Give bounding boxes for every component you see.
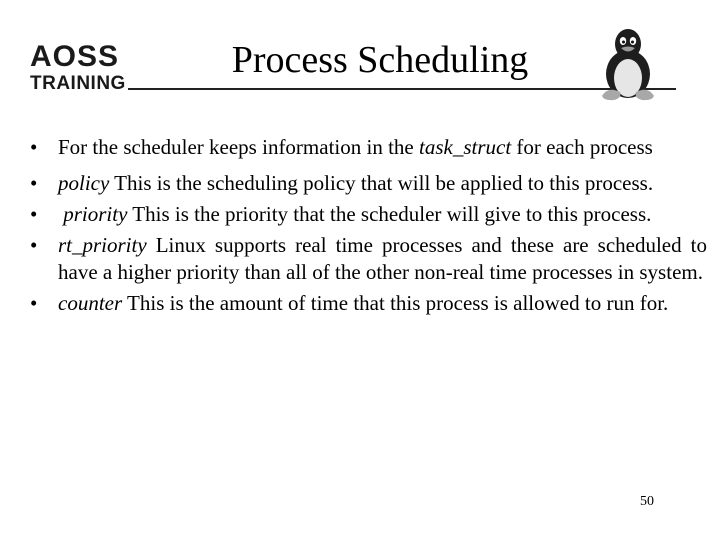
page-number: 50 <box>640 494 654 509</box>
term: policy <box>58 171 110 195</box>
bullet-marker: • <box>30 171 38 195</box>
bullet-marker: • <box>30 233 38 257</box>
bullet-item: • rt_priority Linux supports real time processes and these are scheduled to have a higher priority than all of the other non-real time processes in system. <box>30 233 707 284</box>
logo-line-aoss: AOSS <box>30 40 120 73</box>
aoss-training-logo <box>30 40 126 94</box>
term: priority <box>63 202 128 226</box>
bullet-item: • priority This is the priority that the scheduler will give to this process. <box>30 202 652 226</box>
bullet-marker: • <box>30 135 38 159</box>
bullet-item: • counter This is the amount of time that this process is allowed to run for. <box>30 291 669 315</box>
penguin-head <box>615 29 641 59</box>
bullet-marker: • <box>30 202 38 226</box>
slide-title: Process Scheduling <box>231 39 529 81</box>
penguin-foot-left <box>602 90 620 100</box>
logo-line-training: TRAINING <box>30 73 126 94</box>
term: counter <box>58 291 123 315</box>
bullet-list <box>30 134 707 321</box>
term: rt_priority <box>58 233 147 257</box>
term: task_struct <box>419 135 512 159</box>
title-divider <box>128 88 676 90</box>
bullet-item: • policy This is the scheduling policy that will be applied to this process. <box>30 171 654 195</box>
bullet-item: • For the scheduler keeps information in the task_struct for each process <box>30 135 653 159</box>
bullet-marker: • <box>30 291 38 315</box>
penguin-foot-right <box>636 90 654 100</box>
penguin-icon <box>596 26 660 102</box>
